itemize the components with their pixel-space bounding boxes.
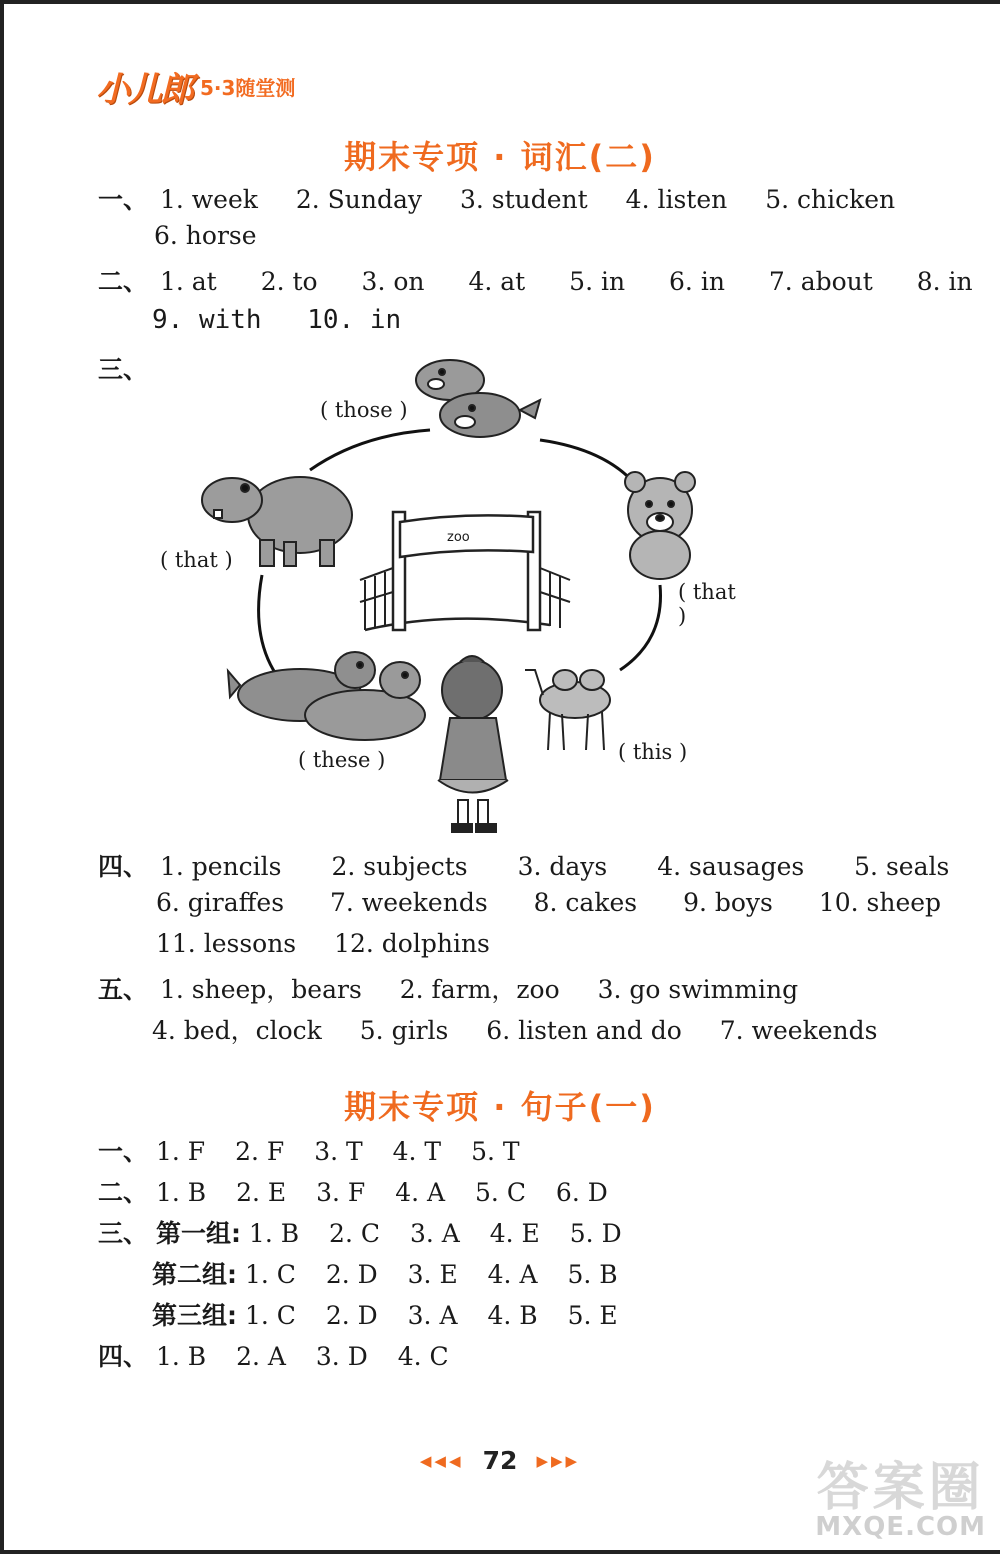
caption-camel: ( this ): [618, 740, 688, 764]
answer-item: 2. D: [325, 1260, 378, 1289]
group-name: 第二组:: [152, 1260, 237, 1289]
page-border-left: [0, 0, 4, 1554]
vocab-q4-row3: [156, 929, 490, 958]
sentence-q4-label: 四、: [98, 1342, 149, 1371]
answer-item: 12. dolphins: [334, 929, 490, 958]
answer-item: 2. Sunday: [295, 185, 423, 214]
answer-item: 3. F: [316, 1178, 366, 1207]
arc-left: [259, 575, 280, 680]
vocab-q5-row1: [98, 970, 798, 1006]
answer-item: 4. sausages: [657, 852, 805, 881]
answer-item: 4. A: [487, 1260, 538, 1289]
page-prev-arrows-icon: ◀◀◀: [419, 1452, 464, 1470]
zoo-illustration-svg: [150, 340, 750, 840]
zoo-illustration: [150, 340, 750, 840]
answer-item: 2. to: [260, 267, 318, 296]
sentence-q3-group3: [152, 1296, 618, 1332]
answer-item: 4. bed，clock: [152, 1016, 322, 1045]
answer-item: 3. student: [459, 185, 588, 214]
answer-item: 6. listen and do: [486, 1016, 682, 1045]
answer-item: 3. D: [315, 1342, 368, 1371]
answer-item: 3. on: [361, 267, 425, 296]
vocab-q2-label: 二、: [98, 267, 149, 296]
answer-item: 4. T: [392, 1137, 442, 1166]
answer-item: 5. D: [569, 1219, 622, 1248]
answer-item: 4. at: [468, 267, 526, 296]
vocab-q3-row: [98, 350, 148, 386]
answer-item: 1. B: [248, 1219, 300, 1248]
section-title-sentences: 期末专项 · 句子(一): [344, 1088, 656, 1126]
vocab-q5-row2: [152, 1011, 877, 1047]
sentence-q2-row: [98, 1173, 608, 1209]
answer-item: 1. pencils: [159, 852, 282, 881]
answer-item: 5. seals: [854, 852, 950, 881]
answer-item: 7. weekends: [719, 1016, 878, 1045]
answer-item: 3. A: [407, 1301, 458, 1330]
camel-icon: [525, 670, 610, 750]
answer-item: 1. B: [155, 1178, 207, 1207]
vocab-q4-row1: [98, 847, 949, 883]
arc-top-left: [310, 430, 430, 470]
brand-series: 5·3随堂测: [200, 76, 296, 100]
sentence-q2-label: 二、: [98, 1178, 149, 1207]
answer-item: 4. A: [395, 1178, 446, 1207]
answer-item: 10. sheep: [818, 888, 942, 917]
answer-item: 2. A: [236, 1342, 286, 1371]
page-border-bottom: [0, 1550, 1000, 1554]
answer-item: 5. girls: [359, 1016, 449, 1045]
answer-item: 4. listen: [625, 185, 728, 214]
answer-item: 1. F: [155, 1137, 206, 1166]
answer-item: 2. F: [235, 1137, 285, 1166]
answer-item: 5. C: [475, 1178, 526, 1207]
page-border-top: [0, 0, 1000, 4]
bear-icon: [625, 472, 695, 579]
sentence-q3-group1: [98, 1214, 622, 1250]
caption-dolphins: ( those ): [320, 398, 408, 422]
vocab-q5-label: 五、: [98, 975, 149, 1004]
watermark: [815, 1445, 986, 1542]
answer-item: 5. B: [567, 1260, 618, 1289]
vocab-q1-row1: [98, 180, 895, 216]
answer-item: 6. in: [669, 267, 725, 296]
answer-item: 1. at: [159, 267, 217, 296]
caption-seals: ( these ): [298, 748, 386, 772]
answer-item: 6. giraffes: [156, 888, 285, 917]
answer-item: 2. C: [329, 1219, 380, 1248]
answer-item: 9. boys: [683, 888, 773, 917]
answer-item: 9. with: [152, 305, 262, 335]
answer-item: 1. sheep，bears: [159, 975, 362, 1004]
watermark-cn: 答案圈: [816, 1458, 985, 1518]
dolphin-icon: [416, 360, 540, 437]
zoo-sign-text: zoo: [447, 530, 470, 545]
caption-hippo: ( that ): [160, 548, 233, 572]
girl-icon: [438, 656, 508, 832]
answer-item: 8. cakes: [533, 888, 638, 917]
answer-item: 5. E: [567, 1301, 618, 1330]
sentence-q3-group2: [152, 1255, 618, 1291]
seal-icon: [228, 652, 425, 740]
answer-item: 7. about: [768, 267, 873, 296]
sentence-q4-row: [98, 1337, 449, 1373]
answer-item: 3. go swimming: [597, 975, 799, 1004]
arc-right: [620, 585, 661, 670]
vocab-q2-row1: [98, 262, 973, 298]
group-name: 第三组:: [152, 1301, 237, 1330]
sentence-q1-label: 一、: [98, 1137, 149, 1166]
group-name: 第一组:: [155, 1219, 241, 1248]
caption-bear: ( that ): [678, 580, 736, 628]
answer-item: 1. B: [155, 1342, 207, 1371]
answer-item: 3. days: [517, 852, 608, 881]
answer-item: 5. chicken: [765, 185, 896, 214]
answer-item: 1. C: [244, 1301, 296, 1330]
brand-header: [96, 62, 295, 111]
section-title-vocab: 期末专项 · 词汇(二): [344, 138, 656, 176]
answer-item: 5. in: [569, 267, 626, 296]
vocab-q1-label: 一、: [98, 185, 149, 214]
answer-item: 6. horse: [154, 221, 257, 250]
page-number: 72: [482, 1446, 518, 1475]
answer-item: 3. A: [409, 1219, 460, 1248]
answer-item: 10. in: [307, 305, 402, 335]
answer-item: 1. week: [159, 185, 258, 214]
answer-item: 4. C: [397, 1342, 449, 1371]
answer-item: 6. D: [555, 1178, 608, 1207]
vocab-q1-row2: [154, 221, 257, 250]
vocab-q2-row2: [152, 305, 401, 335]
answer-item: 3. E: [407, 1260, 458, 1289]
answer-item: 2. subjects: [331, 852, 468, 881]
brand-logo: 小儿郎: [96, 70, 192, 110]
sentence-q1-row: [98, 1132, 520, 1168]
watermark-url: MXQE.COM: [815, 1512, 986, 1542]
answer-item: 8. in: [916, 267, 973, 296]
sentence-q3-label: 三、: [98, 1219, 149, 1248]
page-next-arrows-icon: ▶▶▶: [536, 1452, 581, 1470]
answer-item: 1. C: [244, 1260, 296, 1289]
answer-item: 2. E: [236, 1178, 287, 1207]
vocab-q4-label: 四、: [98, 852, 149, 881]
vocab-q3-label: 三、: [98, 355, 149, 384]
answer-item: 4. E: [489, 1219, 540, 1248]
answer-item: 2. D: [325, 1301, 378, 1330]
answer-item: 3. T: [314, 1137, 363, 1166]
answer-item: 2. farm，zoo: [399, 975, 560, 1004]
answer-item: 4. B: [487, 1301, 538, 1330]
answer-item: 7. weekends: [330, 888, 488, 917]
answer-item: 5. T: [471, 1137, 520, 1166]
answer-item: 11. lessons: [156, 929, 297, 958]
vocab-q4-row2: [156, 888, 941, 917]
